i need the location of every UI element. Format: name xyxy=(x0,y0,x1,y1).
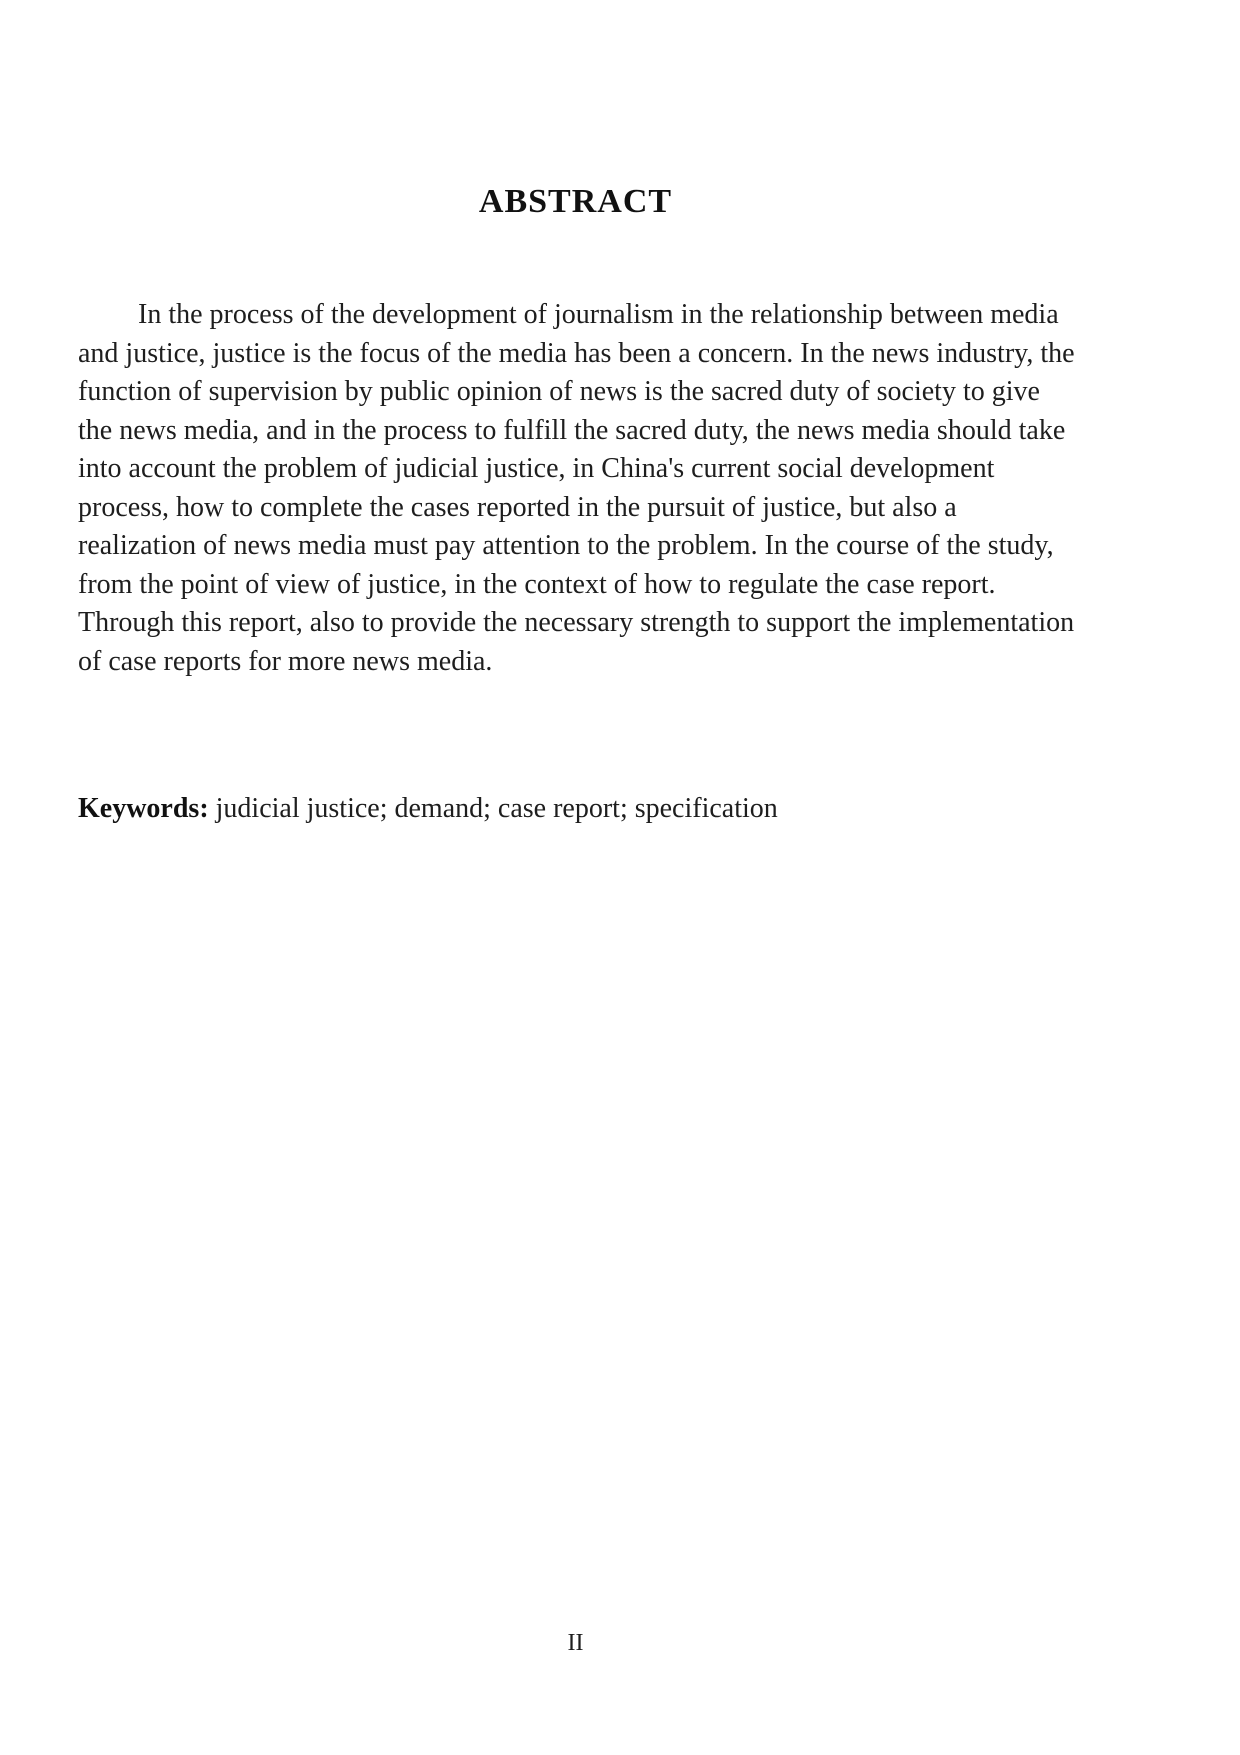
abstract-title: ABSTRACT xyxy=(478,182,673,220)
keywords-line xyxy=(78,790,1076,829)
page-number: II xyxy=(567,1630,584,1656)
keywords-text: judicial justice; demand; case report; specification xyxy=(215,793,778,824)
abstract-paragraph: In the process of the development of journalism in the relationship between media and justice, justice is the focus of the media has been a concern. In the news industry, the function of supervision by public opinion of news is the sacred duty of society to give the news media, and in the process to fulfill the sacred duty, the news media should take into account the problem of judicial justice, in China's current social development process, how to complete the cases reported in the pursuit of justice, but also a realization of news media must pay attention to the problem. In the course of the study, from the point of view of justice, in the context of how to regulate the case report. Through this report, also to provide the necessary strength to support the implementation of case reports for more news media. xyxy=(78,299,1075,677)
keywords-label: Keywords: xyxy=(78,793,209,824)
